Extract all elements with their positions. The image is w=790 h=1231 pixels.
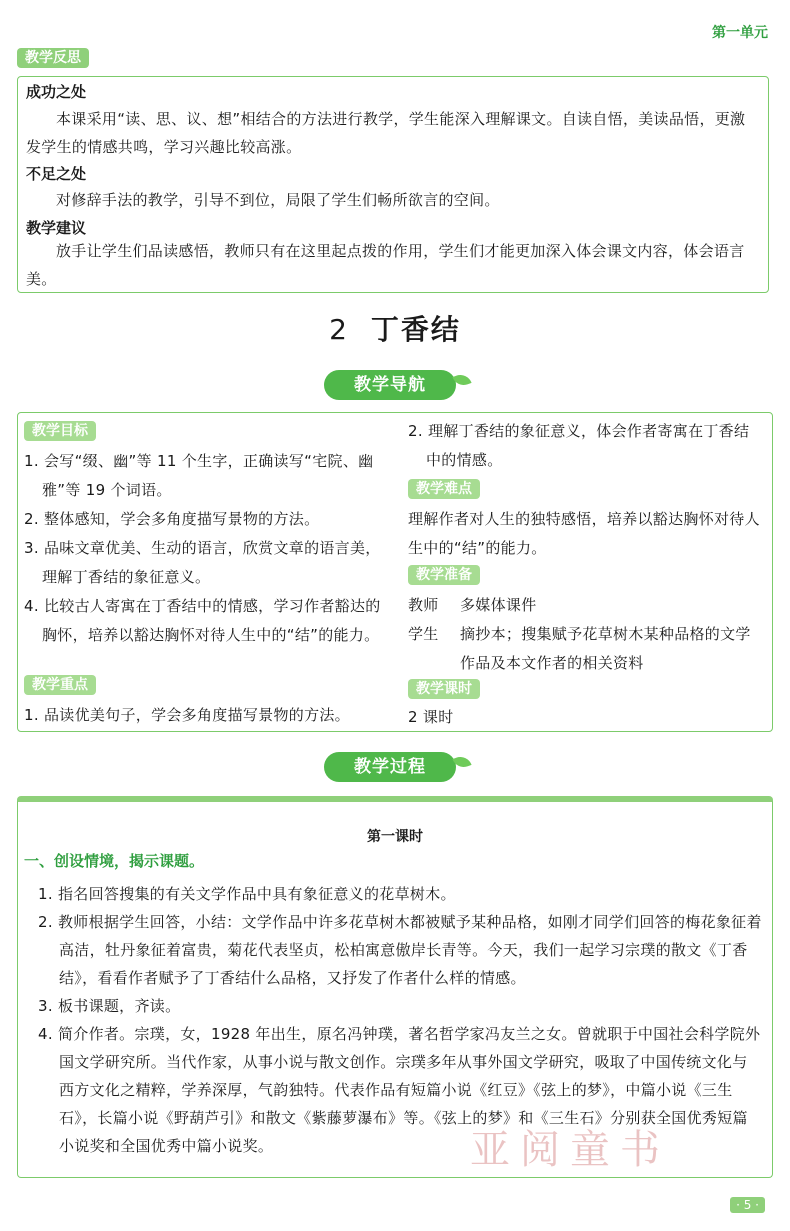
process-step: 1. 指名回答搜集的有关文学作品中具有象征意义的花草树木。 — [38, 885, 456, 903]
goal-item: 1. 会写“缀、幽”等 11 个生字，正确读写“宅院、幽雅”等 19 个词语。 — [24, 452, 374, 499]
process-banner-text: 教学过程 — [354, 757, 426, 777]
hours-text: 2 课时 — [408, 708, 454, 726]
goal-item: 4. 比较古人寄寓在丁香结中的情感，学习作者豁达的胸怀，培养以豁达胸怀对待人生中的“结”的能力。 — [24, 597, 381, 644]
preparation-list — [408, 591, 760, 678]
key-points-continued — [408, 417, 760, 475]
lesson-title — [0, 308, 790, 348]
key-points-tag: 教学重点 — [24, 675, 96, 695]
prep-student-label: 学生 — [408, 625, 439, 643]
prep-student-text: 摘抄本；搜集赋予花草树木某种品格的文学作品及本文作者的相关资料 — [460, 625, 751, 672]
goal-item: 3. 品味文章优美、生动的语言，欣赏文章的语言美，理解丁香结的象征意义。 — [24, 539, 381, 586]
lesson-name: 丁香结 — [370, 313, 461, 346]
advice-text: 放手让学生们品读感悟，教师只有在这里起点拨的作用，学生们才能更加深入体会课文内容，体会语言美。 — [26, 242, 745, 288]
hours-tag: 教学课时 — [408, 679, 480, 699]
navigation-banner — [324, 370, 456, 400]
process-banner — [324, 752, 456, 782]
goal-item: 2. 整体感知，学会多角度描写景物的方法。 — [24, 510, 320, 528]
step-heading: 一、创设情境，揭示课题。 — [24, 852, 205, 870]
process-step: 2. 教师根据学生回答，小结：文学作品中许多花草树木都被赋予某种品格，如刚才同学们回答的梅花象征着高洁，牡丹象征着富贵，菊花代表坚贞，松柏寓意傲岸长青等。今天，我们一起学习宗璞的散文《丁香结》，看看作者赋予了丁香结什么品格，又抒发了作者什么样的情感。 — [38, 913, 762, 987]
key-point-item: 2. 理解丁香结的象征意义，体会作者寄寓在丁香结中的情感。 — [408, 422, 750, 469]
goals-list — [24, 447, 382, 650]
prep-student-row — [408, 620, 760, 678]
prep-teacher-label: 教师 — [408, 596, 439, 614]
prep-teacher-text: 多媒体课件 — [460, 596, 537, 614]
difficulty-text: 理解作者对人生的独特感悟，培养以豁达胸怀对待人生中的“结”的能力。 — [408, 510, 760, 557]
key-point-item: 1. 品读优美句子，学会多角度描写景物的方法。 — [24, 706, 350, 724]
difficulty-tag: 教学难点 — [408, 479, 480, 499]
key-points-list — [24, 701, 386, 730]
leaf-icon — [452, 754, 471, 771]
lack-heading: 不足之处 — [26, 165, 87, 183]
navigation-box — [17, 412, 773, 732]
advice-heading: 教学建议 — [26, 219, 87, 237]
lack-text: 对修辞手法的教学，引导不到位，局限了学生们畅所欲言的空间。 — [56, 191, 500, 209]
lesson-number: 2 — [329, 313, 349, 346]
navigation-banner-text: 教学导航 — [354, 375, 426, 395]
goals-tag: 教学目标 — [24, 421, 96, 441]
page-number: · 5 · — [730, 1197, 765, 1213]
prep-teacher-row — [408, 591, 760, 620]
reflection-box — [17, 76, 769, 293]
process-step: 3. 板书课题，齐读。 — [38, 997, 181, 1015]
watermark: 亚阅童书 — [470, 1127, 670, 1173]
leaf-icon — [452, 372, 471, 389]
process-step: 4. 简介作者。宗璞，女，1928 年出生，原名冯钟璞，著名哲学家冯友兰之女。曾就职于中国社会科学院外国文学研究所。当代作家，从事小说与散文创作。宗璞多年从事外国文学研究，吸取了中国传统文化与西方文化之精粹，学养深厚，气韵独特。代表作品有短篇小说《红豆》《弦上的梦》，中篇小说《三生石》，长篇小说《野葫芦引》和散文《紫藤萝瀑布》等。《弦上的梦》和《三生石》分别获全国优秀短篇小说奖和全国优秀中篇小说奖。 — [38, 1025, 761, 1155]
unit-label: 第一单元 — [712, 25, 768, 41]
reflection-tag: 教学反思 — [17, 48, 89, 68]
success-text: 本课采用“读、思、议、想”相结合的方法进行教学，学生能深入理解课文。自读自悟，美读品悟，更激发学生的情感共鸣，学习兴趣比较高涨。 — [26, 110, 746, 156]
preparation-tag: 教学准备 — [408, 565, 480, 585]
success-heading: 成功之处 — [26, 83, 87, 101]
period-title: 第一课时 — [367, 829, 423, 845]
